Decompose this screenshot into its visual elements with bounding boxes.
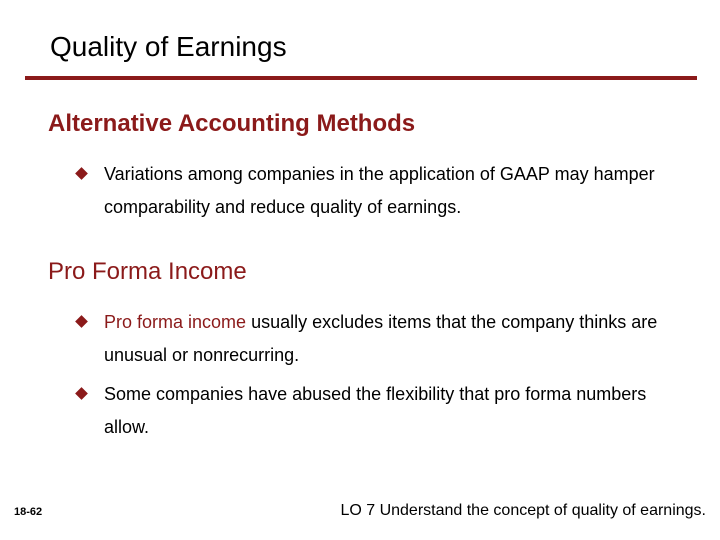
bullet-text: Variations among companies in the application of GAAP may hamper comparability and reduce quality of earnings. (104, 164, 655, 217)
section-heading-pro-forma: Pro Forma Income (48, 258, 247, 285)
bullet-text-rest: usually excludes items that the company thinks are unusual or nonrecurring. (104, 312, 658, 365)
bullet-item (70, 306, 690, 372)
slide-number: 18-62 (14, 506, 43, 518)
section-heading-alternative-methods: Alternative Accounting Methods (48, 110, 416, 137)
slide-title: Quality of Earnings (50, 31, 287, 62)
learning-objective: LO 7 Understand the concept of quality of earnings. (340, 502, 706, 519)
highlighted-term: Pro forma income (104, 312, 247, 332)
bullet-item (70, 158, 690, 224)
bullet-item (70, 378, 690, 444)
bullet-text: Some companies have abused the flexibility that pro forma numbers allow. (104, 384, 647, 437)
bullet-text (70, 306, 690, 372)
title-divider (25, 76, 697, 80)
